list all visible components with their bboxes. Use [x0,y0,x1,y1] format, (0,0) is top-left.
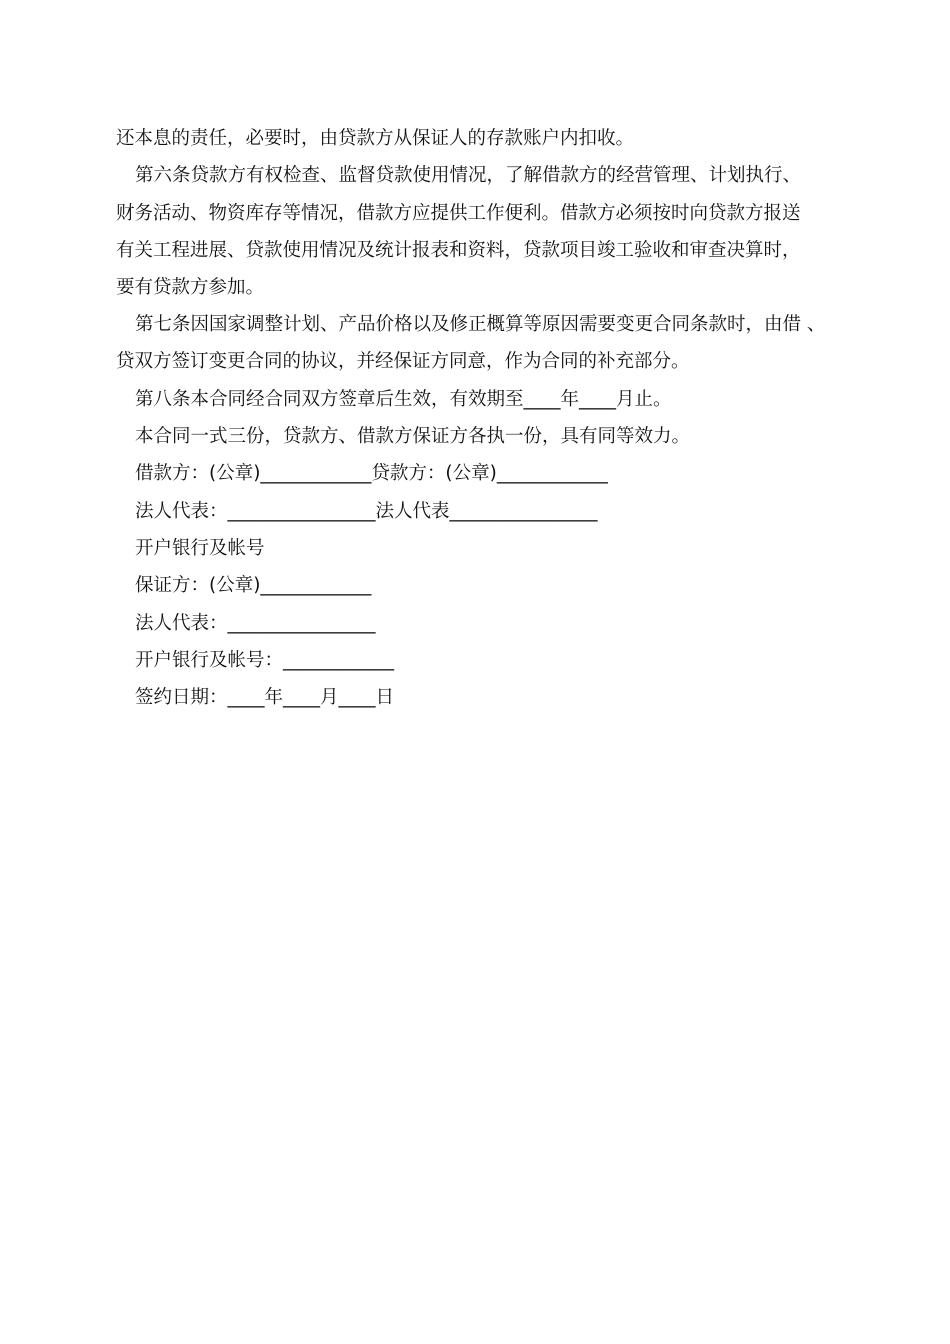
article-6-line-4: 要有贷款方参加。 [116,277,265,298]
legal-representative-field: 法人代表：________________法人代表________________ [135,501,598,522]
paragraph-line-1: 还本息的责任，必要时，由贷款方从保证人的存款账户内扣收。 [116,128,635,149]
article-7-line-2: 贷双方签订变更合同的协议，并经保证方同意，作为合同的补充部分。 [116,351,690,372]
article-7-line-1: 第七条因国家调整计划、产品价格以及修正概算等原因需要变更合同条款时，由借 、 [135,314,826,335]
guarantor-seal-field: 保证方：(公章)____________ [135,575,372,596]
bank-account-label: 开户银行及帐号 [135,538,265,559]
guarantor-representative-field: 法人代表：________________ [135,613,376,634]
article-6-line-2: 财务活动、物资库存等情况，借款方应提供工作便利。借款方必须按时向贷款方报送 [116,203,801,224]
article-8: 第八条本合同经合同双方签章后生效，有效期至____年____月止。 [135,389,672,410]
signing-date-field: 签约日期：____年____月____日 [135,687,395,708]
borrower-lender-seal-field: 借款方：(公章)____________贷款方：(公章)____________ [135,463,608,484]
article-6-line-3: 有关工程进展、贷款使用情况及统计报表和资料，贷款项目竣工验收和审查决算时， [116,240,801,261]
copies-clause: 本合同一式三份，贷款方、借款方保证方各执一份，具有同等效力。 [135,426,691,447]
guarantor-bank-account-field: 开户银行及帐号：____________ [135,650,395,671]
article-6-line-1: 第六条贷款方有权检查、监督贷款使用情况，了解借款方的经营管理、计划执行、 [135,165,802,186]
